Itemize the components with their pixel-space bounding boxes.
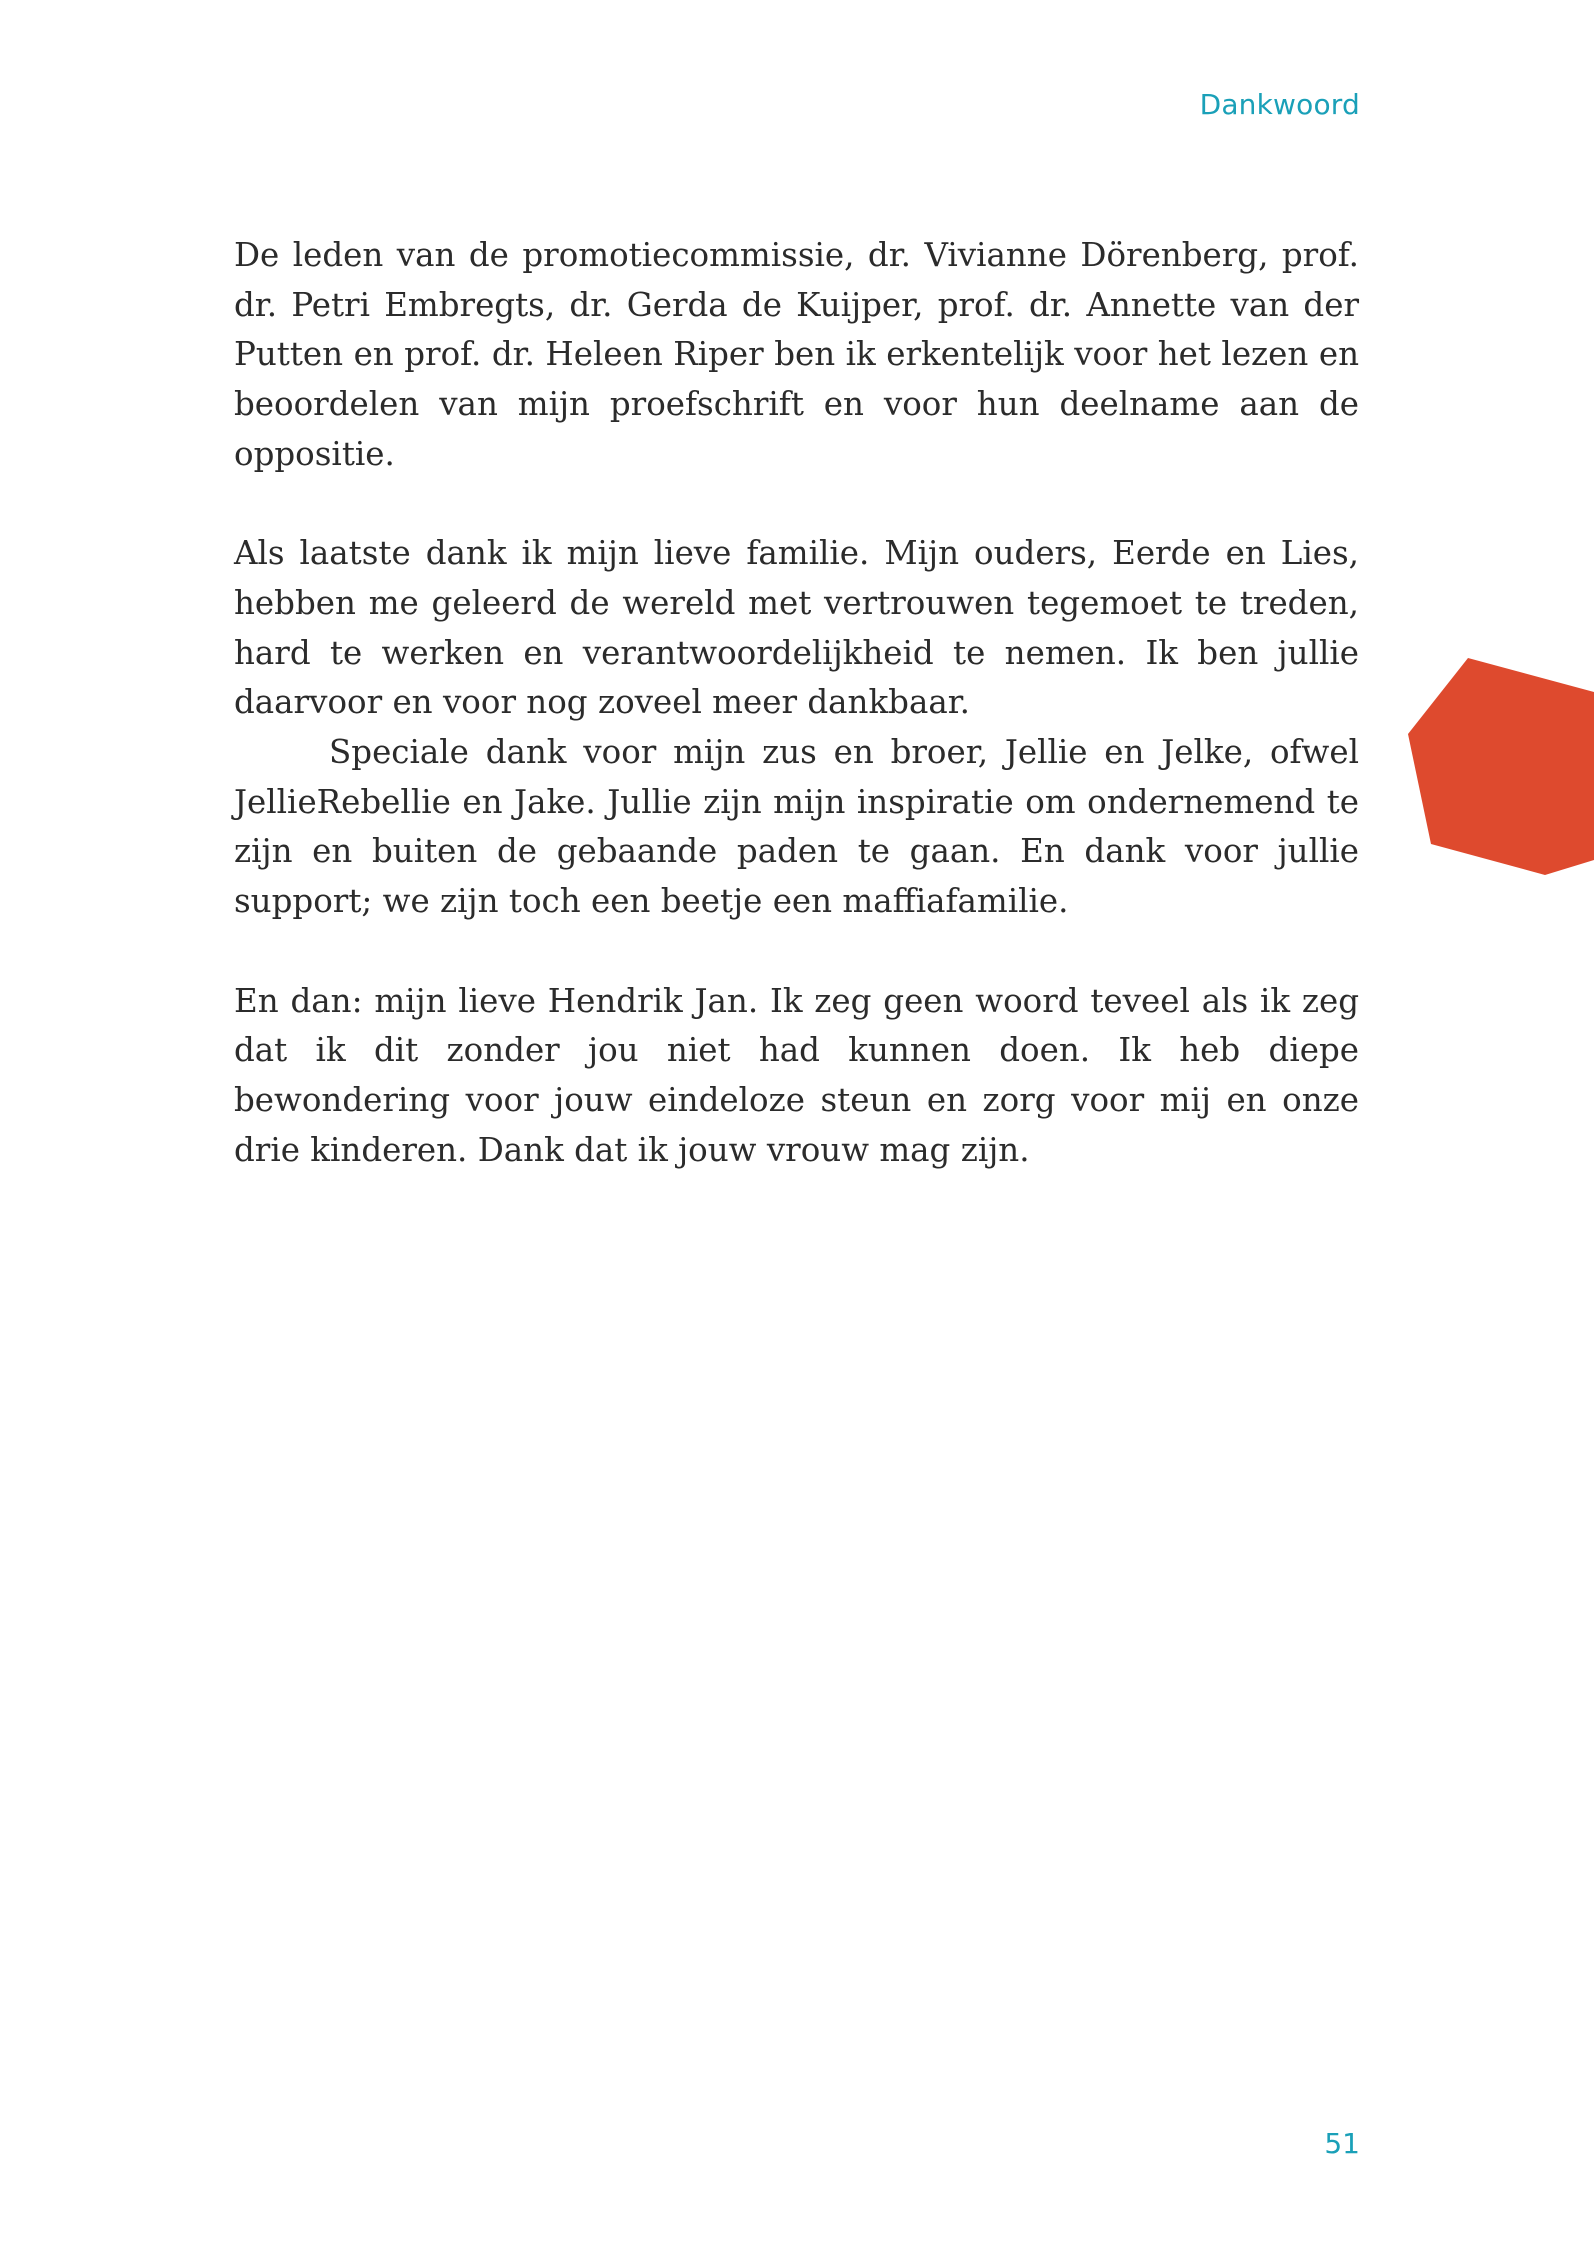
hexagon-shape: [1408, 658, 1594, 875]
paragraph-partner: En dan: mijn lieve Hendrik Jan. Ik zeg geen woord teveel als ik zeg dat ik dit zonder jou niet had kunnen doen. Ik heb diepe bewondering voor jouw eindeloze steun en zorg voor mij en onze drie kinderen. Dank dat ik jouw vrouw mag zijn.: [234, 981, 1359, 1169]
paragraph-spacer: [234, 480, 1359, 530]
page-number: 51: [1324, 2127, 1360, 2160]
running-header: Dankwoord: [1199, 88, 1360, 121]
paragraph-spacer: [234, 927, 1359, 977]
paragraph-siblings: Speciale dank voor mijn zus en broer, Jellie en Jelke, ofwel JellieRebellie en Jake. Jullie zijn mijn inspiratie om ondernemend te zijn en buiten de gebaande paden te gaan. En dank voor jullie support; we zijn toch een beetje een maffiafamilie.: [234, 733, 1359, 921]
paragraph-family: Als laatste dank ik mijn lieve familie. Mijn ouders, Eerde en Lies, hebben me geleerd de wereld met vertrouwen tegemoet te treden, hard te werken en verantwoordelijkheid te nemen. Ik ben jullie daarvoor en voor nog zoveel meer dankbaar.: [234, 534, 1359, 722]
decorative-hexagon-icon: [1400, 655, 1594, 875]
body-text: [234, 231, 1359, 1175]
paragraph-committee: De leden van de promotiecommissie, dr. Vivianne Dörenberg, prof. dr. Petri Embregts, dr. Gerda de Kuijper, prof. dr. Annette van der Putten en prof. dr. Heleen Riper ben ik erkentelijk voor het lezen en beoordelen van mijn proefschrift en voor hun deelname aan de oppositie.: [234, 236, 1359, 473]
